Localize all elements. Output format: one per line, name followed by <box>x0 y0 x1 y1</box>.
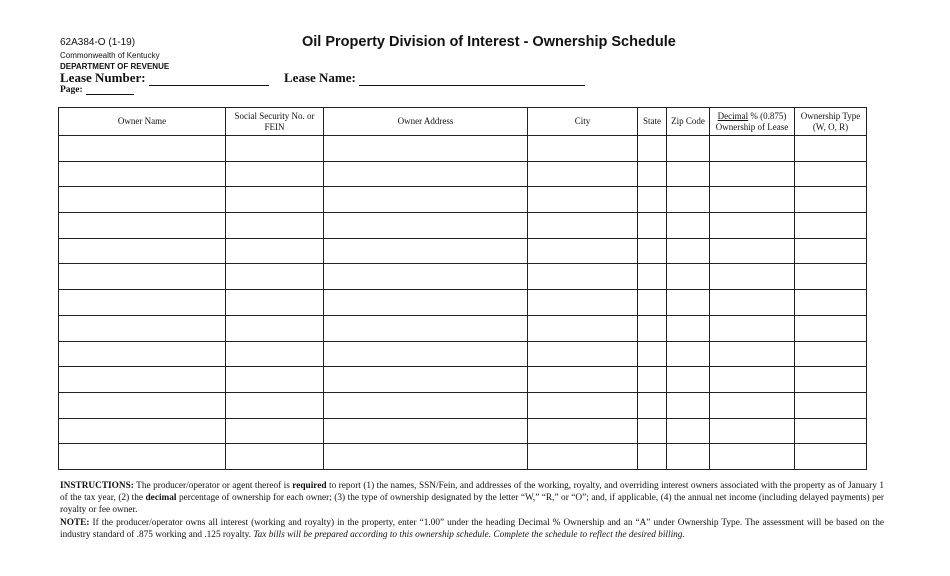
col-state: State <box>638 108 667 136</box>
col-owner-name: Owner Name <box>59 108 226 136</box>
cell-state[interactable] <box>638 315 667 341</box>
instructions-block <box>60 480 884 541</box>
table-row <box>59 238 867 264</box>
cell-ownership-type[interactable] <box>795 238 867 264</box>
lease-number-row <box>60 70 269 86</box>
cell-decimal-ownership[interactable] <box>710 418 795 444</box>
cell-state[interactable] <box>638 161 667 187</box>
cell-zip[interactable] <box>667 238 710 264</box>
page-field[interactable] <box>86 85 134 95</box>
cell-city[interactable] <box>528 367 638 393</box>
cell-city[interactable] <box>528 161 638 187</box>
cell-ssn-fein[interactable] <box>226 341 324 367</box>
cell-owner-address[interactable] <box>324 418 528 444</box>
cell-ssn-fein[interactable] <box>226 264 324 290</box>
cell-ownership-type[interactable] <box>795 444 867 470</box>
cell-decimal-ownership[interactable] <box>710 341 795 367</box>
table-row <box>59 290 867 316</box>
col-type-line2: (W, O, R) <box>812 121 849 132</box>
cell-owner-name[interactable] <box>59 238 226 264</box>
cell-ssn-fein[interactable] <box>226 213 324 239</box>
cell-city[interactable] <box>528 238 638 264</box>
cell-owner-address[interactable] <box>324 213 528 239</box>
lease-number-field[interactable] <box>149 73 269 86</box>
cell-owner-name[interactable] <box>59 367 226 393</box>
cell-owner-address[interactable] <box>324 315 528 341</box>
cell-state[interactable] <box>638 367 667 393</box>
cell-zip[interactable] <box>667 187 710 213</box>
table-row <box>59 315 867 341</box>
instructions-text-1: The producer/operator or agent thereof is <box>133 481 293 491</box>
cell-city[interactable] <box>528 136 638 162</box>
instructions-required: required <box>292 481 327 491</box>
cell-owner-address[interactable] <box>324 341 528 367</box>
commonwealth-label: Commonwealth of Kentucky <box>60 51 160 60</box>
table-row <box>59 213 867 239</box>
table-row <box>59 367 867 393</box>
cell-ownership-type[interactable] <box>795 187 867 213</box>
cell-owner-address[interactable] <box>324 264 528 290</box>
cell-decimal-ownership[interactable] <box>710 213 795 239</box>
col-decimal-ownership <box>710 108 795 136</box>
cell-owner-name[interactable] <box>59 418 226 444</box>
cell-owner-address[interactable] <box>324 367 528 393</box>
cell-owner-name[interactable] <box>59 187 226 213</box>
cell-state[interactable] <box>638 187 667 213</box>
cell-owner-address[interactable] <box>324 290 528 316</box>
cell-city[interactable] <box>528 392 638 418</box>
table-header-row <box>59 108 867 136</box>
page-row <box>60 85 134 95</box>
cell-decimal-ownership[interactable] <box>710 444 795 470</box>
cell-state[interactable] <box>638 444 667 470</box>
cell-ssn-fein[interactable] <box>226 418 324 444</box>
cell-state[interactable] <box>638 290 667 316</box>
cell-ssn-fein[interactable] <box>226 161 324 187</box>
cell-owner-name[interactable] <box>59 161 226 187</box>
col-owner-address: Owner Address <box>324 108 528 136</box>
cell-ssn-fein[interactable] <box>226 315 324 341</box>
page-title: Oil Property Division of Interest - Ownership Schedule <box>302 34 676 50</box>
col-zip: Zip Code <box>667 108 710 136</box>
cell-city[interactable] <box>528 341 638 367</box>
cell-state[interactable] <box>638 238 667 264</box>
col-ownership-type <box>795 108 867 136</box>
table-row <box>59 161 867 187</box>
note-label: NOTE: <box>60 517 90 528</box>
cell-owner-address[interactable] <box>324 187 528 213</box>
lease-name-field[interactable] <box>359 73 585 86</box>
cell-ssn-fein[interactable] <box>226 290 324 316</box>
cell-decimal-ownership[interactable] <box>710 187 795 213</box>
cell-city[interactable] <box>528 213 638 239</box>
instructions-decimal: decimal <box>145 493 177 504</box>
cell-zip[interactable] <box>667 418 710 444</box>
cell-state[interactable] <box>638 418 667 444</box>
cell-ssn-fein[interactable] <box>226 392 324 418</box>
cell-owner-name[interactable] <box>59 290 226 316</box>
cell-owner-name[interactable] <box>59 315 226 341</box>
instructions-text-3: percentage of ownership for each owner; (3) the type of ownership designated by the letter “W,” “R,” or “O”; and, if applicable, (4) the annual net income (including delayed payments) per royalty or fee owner. <box>60 493 884 516</box>
cell-ssn-fein[interactable] <box>226 187 324 213</box>
cell-state[interactable] <box>638 264 667 290</box>
cell-ssn-fein[interactable] <box>226 444 324 470</box>
table-row <box>59 444 867 470</box>
cell-ownership-type[interactable] <box>795 315 867 341</box>
cell-ownership-type[interactable] <box>795 392 867 418</box>
col-decimal-line2: Ownership of Lease <box>715 121 789 132</box>
col-ssn-fein <box>226 108 324 136</box>
cell-owner-name[interactable] <box>59 444 226 470</box>
cell-city[interactable] <box>528 444 638 470</box>
cell-ownership-type[interactable] <box>795 341 867 367</box>
page-label: Page: <box>60 85 83 95</box>
cell-decimal-ownership[interactable] <box>710 367 795 393</box>
table-row <box>59 187 867 213</box>
cell-ssn-fein[interactable] <box>226 136 324 162</box>
cell-decimal-ownership[interactable] <box>710 136 795 162</box>
cell-zip[interactable] <box>667 136 710 162</box>
instructions-paragraph <box>60 480 884 517</box>
table-row <box>59 264 867 290</box>
cell-owner-name[interactable] <box>59 213 226 239</box>
cell-owner-name[interactable] <box>59 136 226 162</box>
cell-state[interactable] <box>638 341 667 367</box>
col-decimal-word: Decimal <box>717 110 749 121</box>
cell-zip[interactable] <box>667 290 710 316</box>
col-city: City <box>528 108 638 136</box>
cell-zip[interactable] <box>667 341 710 367</box>
cell-zip[interactable] <box>667 367 710 393</box>
department-label: DEPARTMENT OF REVENUE <box>60 62 170 71</box>
form-number: 62A384-O (1-19) <box>60 37 136 48</box>
instructions-text-2: to report (1) the names, SSN/Fein, and addresses of the working, royalty, and overriding interest owners associated with the property as of January 1 of the tax year, (2) the <box>60 481 884 504</box>
cell-city[interactable] <box>528 264 638 290</box>
cell-zip[interactable] <box>667 213 710 239</box>
cell-owner-address[interactable] <box>324 392 528 418</box>
lease-name-row <box>284 70 585 86</box>
cell-owner-address[interactable] <box>324 444 528 470</box>
cell-state[interactable] <box>638 136 667 162</box>
note-paragraph <box>60 517 884 541</box>
table-body <box>59 136 867 470</box>
cell-decimal-ownership[interactable] <box>710 161 795 187</box>
cell-city[interactable] <box>528 187 638 213</box>
cell-owner-name[interactable] <box>59 392 226 418</box>
cell-owner-name[interactable] <box>59 341 226 367</box>
cell-city[interactable] <box>528 315 638 341</box>
cell-zip[interactable] <box>667 315 710 341</box>
cell-ownership-type[interactable] <box>795 264 867 290</box>
table-row <box>59 418 867 444</box>
cell-zip[interactable] <box>667 264 710 290</box>
cell-decimal-ownership[interactable] <box>710 238 795 264</box>
lease-name-label: Lease Name: <box>284 70 356 85</box>
col-ssn-line2: FEIN <box>264 121 285 132</box>
cell-owner-name[interactable] <box>59 264 226 290</box>
table-row <box>59 136 867 162</box>
col-decimal-rest: % (0.875) <box>748 110 787 121</box>
cell-zip[interactable] <box>667 161 710 187</box>
cell-owner-address[interactable] <box>324 161 528 187</box>
note-text: If the producer/operator owns all interest (working and royalty) in the property, enter “1.00” under the heading Decimal % Ownership and an “A” under Ownership Type. The assessment will be based on the industry standard of .875 working and .125 royalty. <box>60 517 884 540</box>
ownership-schedule-table <box>58 107 867 470</box>
cell-zip[interactable] <box>667 392 710 418</box>
cell-ownership-type[interactable] <box>795 136 867 162</box>
col-type-line1: Ownership Type <box>800 110 861 121</box>
table-row <box>59 392 867 418</box>
cell-ssn-fein[interactable] <box>226 367 324 393</box>
cell-owner-address[interactable] <box>324 238 528 264</box>
note-italic: Tax bills will be prepared according to this ownership schedule. Complete the schedule to reflect the desired billing. <box>253 529 685 540</box>
cell-state[interactable] <box>638 213 667 239</box>
instructions-label: INSTRUCTIONS: <box>60 481 134 491</box>
cell-zip[interactable] <box>667 444 710 470</box>
cell-owner-address[interactable] <box>324 136 528 162</box>
cell-decimal-ownership[interactable] <box>710 264 795 290</box>
col-ssn-line1: Social Security No. or <box>234 110 315 121</box>
cell-city[interactable] <box>528 290 638 316</box>
table-row <box>59 341 867 367</box>
cell-decimal-ownership[interactable] <box>710 392 795 418</box>
cell-city[interactable] <box>528 418 638 444</box>
cell-decimal-ownership[interactable] <box>710 315 795 341</box>
cell-ownership-type[interactable] <box>795 213 867 239</box>
cell-decimal-ownership[interactable] <box>710 290 795 316</box>
lease-number-label: Lease Number: <box>60 70 146 85</box>
cell-ownership-type[interactable] <box>795 418 867 444</box>
cell-state[interactable] <box>638 392 667 418</box>
cell-ownership-type[interactable] <box>795 290 867 316</box>
cell-ownership-type[interactable] <box>795 367 867 393</box>
cell-ssn-fein[interactable] <box>226 238 324 264</box>
cell-ownership-type[interactable] <box>795 161 867 187</box>
